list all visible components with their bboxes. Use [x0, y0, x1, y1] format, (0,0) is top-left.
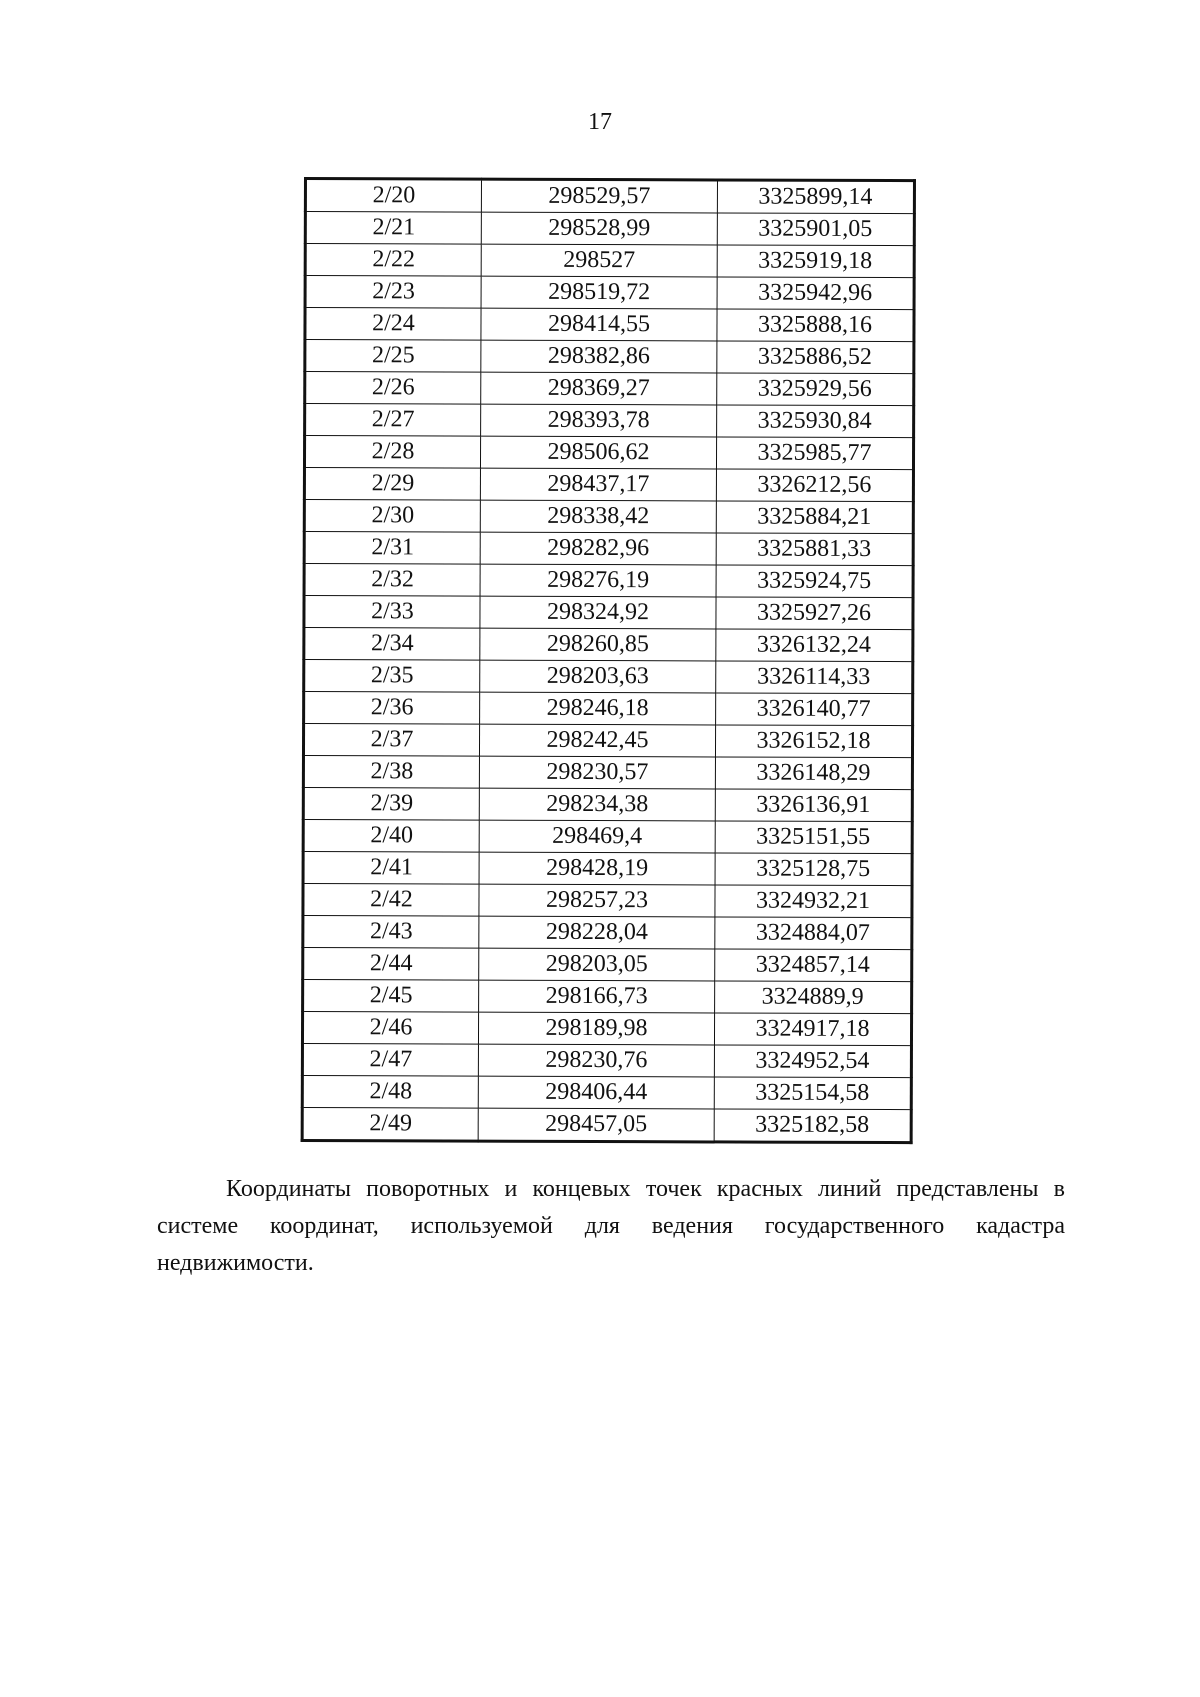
point-id-cell: 2/39 [303, 788, 479, 821]
table-row [302, 1012, 911, 1046]
table-row [303, 756, 912, 790]
table-row [305, 308, 914, 342]
point-id-cell: 2/38 [303, 756, 479, 789]
table-row [303, 788, 912, 822]
x-coordinate-cell: 298230,57 [479, 756, 715, 789]
coordinates-note-paragraph: Координаты поворотных и концевых точек красных линий представлены в системе координат, используемой для ведения государственного кадастра недвижимости. [157, 1176, 1065, 1276]
x-coordinate-cell: 298282,96 [480, 532, 716, 565]
y-coordinate-cell: 3326136,91 [715, 789, 912, 822]
point-id-cell: 2/43 [303, 916, 479, 949]
x-coordinate-cell: 298260,85 [480, 628, 716, 661]
x-coordinate-cell: 298382,86 [481, 340, 717, 373]
point-id-cell: 2/23 [305, 276, 481, 309]
y-coordinate-cell: 3325919,18 [717, 245, 914, 278]
point-id-cell: 2/47 [302, 1044, 478, 1077]
point-id-cell: 2/31 [304, 532, 480, 565]
point-id-cell: 2/24 [305, 308, 481, 341]
y-coordinate-cell: 3325985,77 [716, 437, 913, 470]
table-row [302, 1075, 911, 1109]
y-coordinate-cell: 3324952,54 [714, 1045, 911, 1078]
x-coordinate-cell: 298242,45 [479, 724, 715, 757]
y-coordinate-cell: 3326152,18 [715, 725, 912, 758]
x-coordinate-cell: 298234,38 [479, 788, 715, 821]
point-id-cell: 2/29 [304, 468, 480, 501]
x-coordinate-cell: 298393,78 [481, 404, 717, 437]
y-coordinate-cell: 3325881,33 [716, 533, 913, 566]
x-coordinate-cell: 298257,23 [479, 884, 715, 917]
x-coordinate-cell: 298414,55 [481, 308, 717, 341]
page-number: 17 [588, 109, 612, 135]
point-id-cell: 2/33 [304, 596, 480, 629]
x-coordinate-cell: 298469,4 [479, 820, 715, 853]
coordinates-table [301, 177, 916, 1144]
y-coordinate-cell: 3325151,55 [715, 821, 912, 854]
point-id-cell: 2/42 [303, 884, 479, 917]
x-coordinate-cell: 298437,17 [480, 468, 716, 501]
x-coordinate-cell: 298324,92 [480, 596, 716, 629]
x-coordinate-cell: 298203,05 [479, 948, 715, 981]
y-coordinate-cell: 3325930,84 [717, 405, 914, 438]
point-id-cell: 2/45 [303, 980, 479, 1013]
y-coordinate-cell: 3325182,58 [714, 1109, 911, 1143]
point-id-cell: 2/36 [304, 692, 480, 725]
table-row [304, 468, 913, 502]
table-row [304, 532, 913, 566]
table-row [304, 628, 913, 662]
table-row [302, 1044, 911, 1078]
y-coordinate-cell: 3324889,9 [715, 981, 912, 1014]
y-coordinate-cell: 3326132,24 [716, 629, 913, 662]
table-row [302, 1107, 911, 1142]
x-coordinate-cell: 298228,04 [479, 916, 715, 949]
point-id-cell: 2/22 [305, 244, 481, 277]
y-coordinate-cell: 3325128,75 [715, 853, 912, 886]
y-coordinate-cell: 3325884,21 [716, 501, 913, 534]
point-id-cell: 2/32 [304, 564, 480, 597]
coordinates-table-body [302, 179, 914, 1143]
x-coordinate-cell: 298527 [481, 244, 717, 277]
table-row [304, 564, 913, 598]
point-id-cell: 2/48 [302, 1075, 478, 1108]
x-coordinate-cell: 298529,57 [481, 179, 717, 213]
point-id-cell: 2/37 [303, 724, 479, 757]
y-coordinate-cell: 3325924,75 [716, 565, 913, 598]
table-row [303, 820, 912, 854]
y-coordinate-cell: 3326140,77 [716, 693, 913, 726]
y-coordinate-cell: 3325154,58 [714, 1077, 911, 1110]
table-row [304, 436, 913, 470]
y-coordinate-cell: 3326212,56 [716, 469, 913, 502]
point-id-cell: 2/28 [304, 436, 480, 469]
x-coordinate-cell: 298203,63 [480, 660, 716, 693]
table-row [305, 340, 914, 374]
y-coordinate-cell: 3324917,18 [714, 1013, 911, 1046]
x-coordinate-cell: 298406,44 [478, 1076, 714, 1109]
y-coordinate-cell: 3325929,56 [717, 373, 914, 406]
table-row [305, 372, 914, 406]
point-id-cell: 2/35 [304, 660, 480, 693]
x-coordinate-cell: 298506,62 [480, 436, 716, 469]
table-row [303, 980, 912, 1014]
y-coordinate-cell: 3326114,33 [716, 661, 913, 694]
y-coordinate-cell: 3325886,52 [717, 341, 914, 374]
point-id-cell: 2/21 [305, 212, 481, 245]
x-coordinate-cell: 298276,19 [480, 564, 716, 597]
x-coordinate-cell: 298166,73 [479, 980, 715, 1013]
table-row [303, 948, 912, 982]
x-coordinate-cell: 298230,76 [478, 1044, 714, 1077]
table-row [304, 660, 913, 694]
point-id-cell: 2/49 [302, 1107, 478, 1141]
y-coordinate-cell: 3324884,07 [715, 917, 912, 950]
table-row [303, 916, 912, 950]
table-row [304, 692, 913, 726]
y-coordinate-cell: 3324932,21 [715, 885, 912, 918]
x-coordinate-cell: 298338,42 [480, 500, 716, 533]
point-id-cell: 2/27 [305, 404, 481, 437]
table-row [305, 404, 914, 438]
point-id-cell: 2/40 [303, 820, 479, 853]
point-id-cell: 2/20 [305, 179, 481, 213]
y-coordinate-cell: 3325927,26 [716, 597, 913, 630]
y-coordinate-cell: 3325888,16 [717, 309, 914, 342]
table-row [304, 596, 913, 630]
table-row [305, 212, 914, 246]
point-id-cell: 2/26 [305, 372, 481, 405]
y-coordinate-cell: 3325899,14 [717, 180, 914, 214]
x-coordinate-cell: 298457,05 [478, 1108, 714, 1142]
point-id-cell: 2/30 [304, 500, 480, 533]
y-coordinate-cell: 3324857,14 [715, 949, 912, 982]
point-id-cell: 2/34 [304, 628, 480, 661]
x-coordinate-cell: 298528,99 [481, 212, 717, 245]
table-row [303, 724, 912, 758]
point-id-cell: 2/25 [305, 340, 481, 373]
table-row [304, 500, 913, 534]
y-coordinate-cell: 3325942,96 [717, 277, 914, 310]
x-coordinate-cell: 298189,98 [478, 1012, 714, 1045]
table-row [303, 852, 912, 886]
y-coordinate-cell: 3325901,05 [717, 213, 914, 246]
point-id-cell: 2/44 [303, 948, 479, 981]
x-coordinate-cell: 298246,18 [480, 692, 716, 725]
x-coordinate-cell: 298519,72 [481, 276, 717, 309]
point-id-cell: 2/41 [303, 852, 479, 885]
table-row [305, 276, 914, 310]
x-coordinate-cell: 298428,19 [479, 852, 715, 885]
table-row [305, 244, 914, 278]
table-row [305, 179, 914, 214]
x-coordinate-cell: 298369,27 [481, 372, 717, 405]
table-row [303, 884, 912, 918]
y-coordinate-cell: 3326148,29 [715, 757, 912, 790]
point-id-cell: 2/46 [302, 1012, 478, 1045]
